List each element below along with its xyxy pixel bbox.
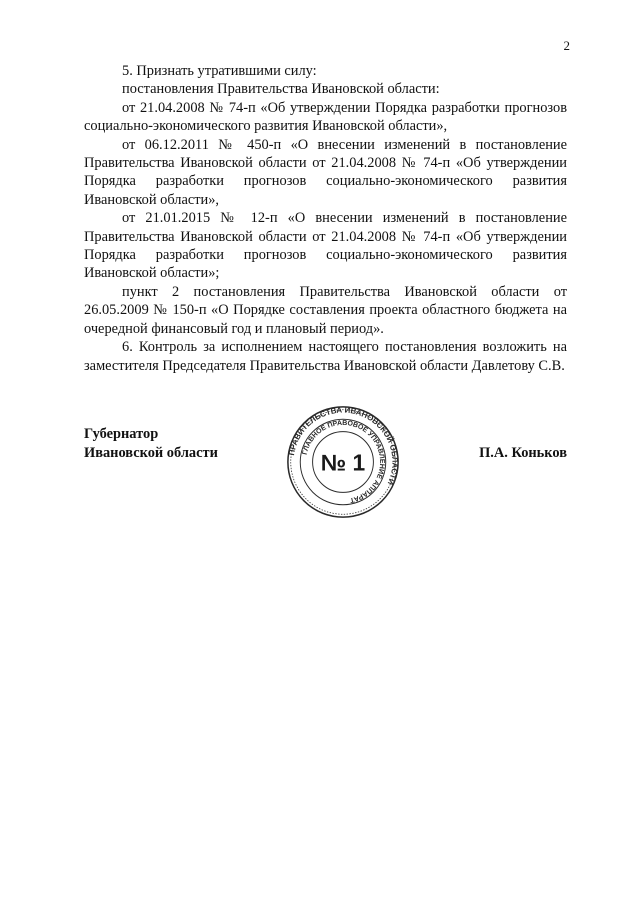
official-seal <box>286 405 400 519</box>
paragraph-item-5: 5. Признать утратившими силу: <box>122 63 317 79</box>
page-number: 2 <box>563 38 570 53</box>
paragraph-resolutions-intro: постановления Правительства Ивановской области: <box>122 81 440 98</box>
paragraph-resolution-450p: от 06.12.2011 № 450-п «О внесении изменений в постановление Правительства Ивановской области от 21.04.2008 № 74-п «Об утверждении Порядка разработки прогнозов социально-экономического развития Ивановской области», <box>84 136 567 208</box>
signature-block <box>84 405 567 545</box>
paragraph-resolution-150p: пункт 2 постановления Правительства Ивановской области от 26.05.2009 № 150-п «О Порядке составления проекта областного бюджета на очередной финансовый год и плановый период». <box>84 283 567 337</box>
seal-outer-text: ПРАВИТЕЛЬСТВА ИВАНОВСКОЙ ОБЛАСТИ <box>287 405 400 487</box>
signatory-position-line2: Ивановской области <box>84 444 218 461</box>
seal-center-number: № 1 <box>320 449 366 476</box>
signatory-position <box>84 425 218 462</box>
document-body <box>84 62 567 375</box>
signatory-position-line1: Губернатор <box>84 426 159 442</box>
seal-inner-text: ГЛАВНОЕ ПРАВОВОЕ УПРАВЛЕНИЕ АППАРАТ <box>301 419 386 504</box>
paragraph-resolution-74p: от 21.04.2008 № 74-п «Об утверждении Порядка разработки прогнозов социально-экономического развития Ивановской области», <box>84 99 567 135</box>
signatory-name: П.А. Коньков <box>479 444 567 461</box>
paragraph-item-6: 6. Контроль за исполнением настоящего постановления возложить на заместителя Председателя Правительства Ивановской области Давлетову С.В. <box>84 339 567 374</box>
paragraph-resolution-12p: от 21.01.2015 № 12-п «О внесении изменений в постановление Правительства Ивановской области от 21.04.2008 № 74-п «Об утверждении Порядка разработки прогнозов социально-экономического развития Ивановской области»; <box>84 210 567 282</box>
